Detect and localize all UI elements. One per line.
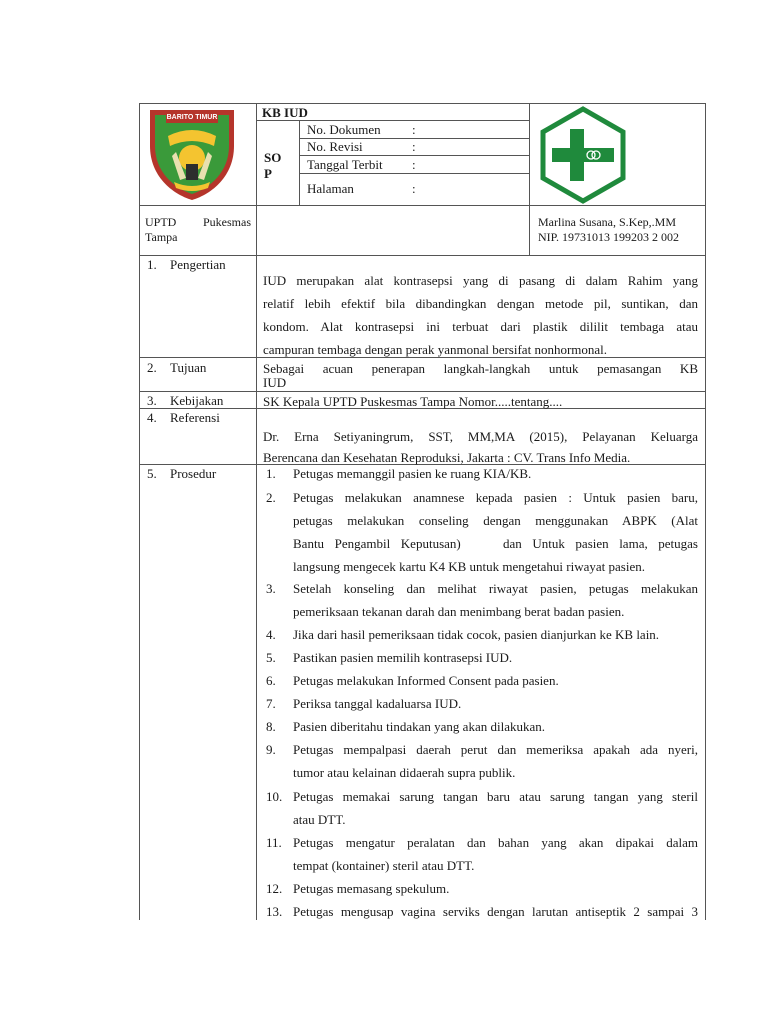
regency-banner: BARITO TIMUR (166, 114, 218, 121)
puskesmas-logo (533, 105, 633, 205)
sop-label: SO P (264, 150, 282, 181)
document-title: KB IUD (262, 105, 308, 120)
kebijakan-text: SK Kepala UPTD Puskesmas Tampa Nomor.....tentang.... (263, 394, 563, 409)
regency-logo (146, 106, 238, 202)
puskesmas-cross-icon (533, 105, 633, 205)
